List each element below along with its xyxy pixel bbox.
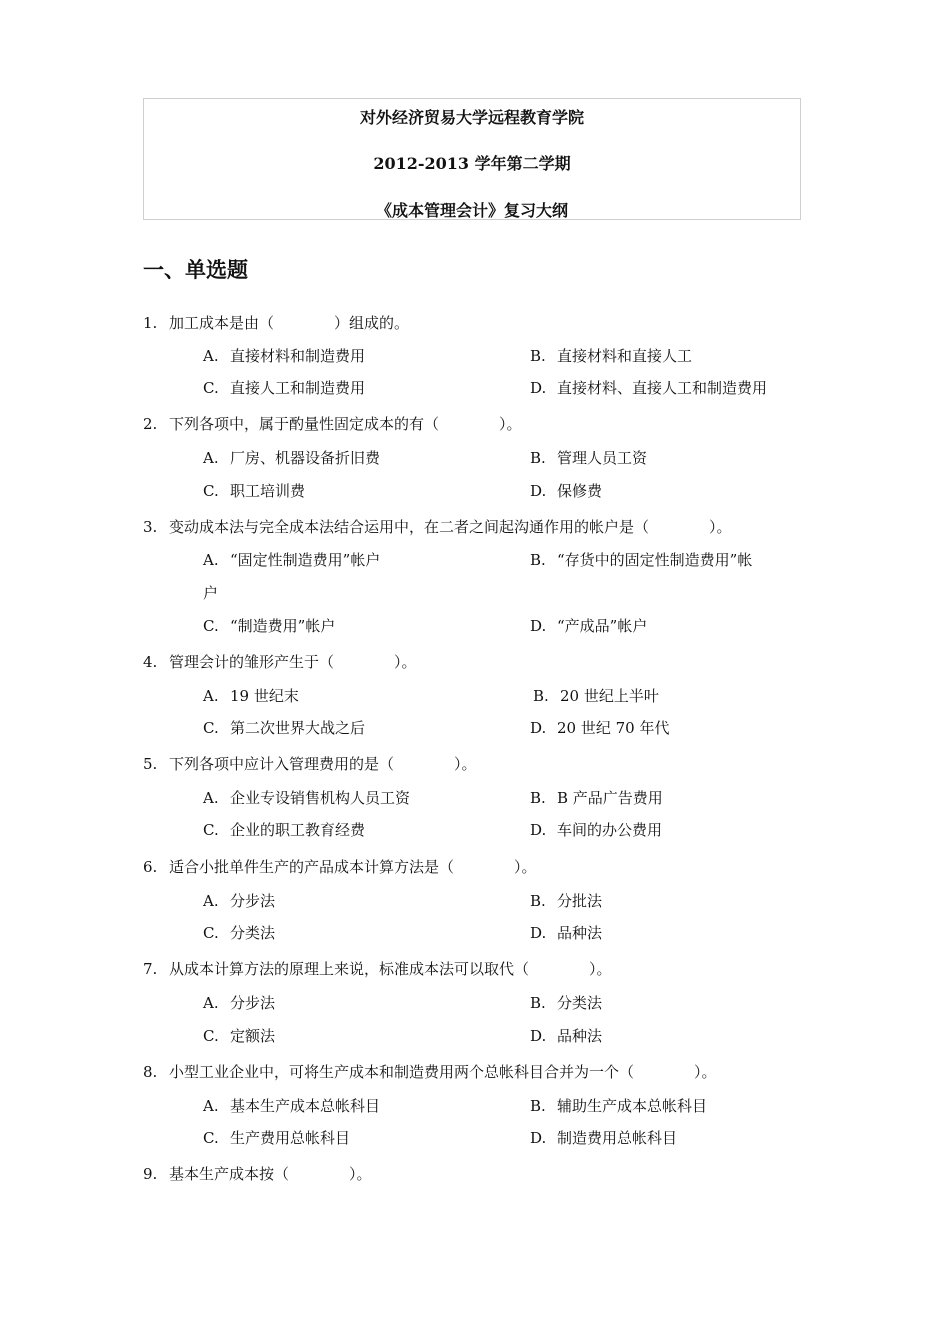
question-text: 适合小批单件生产的产品成本计算方法是（ ）。 [169, 858, 537, 876]
option-b [530, 992, 602, 1013]
option-text: 保修费 [557, 482, 603, 500]
option-text: 分步法 [230, 892, 276, 910]
question-5 [143, 753, 477, 774]
option-c [203, 615, 335, 636]
question-text: 变动成本法与完全成本法结合运用中，在二者之间起沟通作用的帐户是（ ）。 [169, 518, 732, 536]
option-letter: D. [530, 1027, 547, 1045]
question-3 [143, 516, 732, 537]
option-letter: B. [530, 1097, 546, 1115]
option-text: 辅助生产成本总帐科目 [557, 1097, 708, 1115]
option-a [203, 447, 380, 468]
option-letter: A. [203, 892, 219, 910]
option-text: 车间的办公费用 [557, 821, 663, 839]
option-letter: A. [203, 347, 219, 365]
option-letter: B. [533, 687, 549, 705]
option-letter: C. [203, 821, 219, 839]
option-text: 企业的职工教育经费 [230, 821, 366, 839]
option-letter: D. [530, 924, 547, 942]
option-text: 直接材料、直接人工和制造费用 [557, 379, 768, 397]
option-c [203, 819, 365, 840]
section-heading: 一、单选题 [143, 258, 248, 282]
question-number: 4. [143, 653, 158, 671]
option-text: 生产费用总帐科目 [230, 1129, 351, 1147]
option-letter: C. [203, 379, 219, 397]
option-letter: C. [203, 924, 219, 942]
option-c [203, 922, 275, 943]
option-text: 20 世纪 70 年代 [557, 719, 670, 737]
question-9 [143, 1163, 372, 1184]
question-text: 管理会计的雏形产生于（ ）。 [169, 653, 417, 671]
option-text: 分类法 [230, 924, 276, 942]
option-text: 厂房、机器设备折旧费 [230, 449, 381, 467]
option-letter: D. [530, 379, 547, 397]
option-b [533, 685, 659, 706]
option-letter: C. [203, 617, 219, 635]
option-letter: B. [530, 892, 546, 910]
document-title: 《成本管理会计》复习大纲 [375, 201, 568, 220]
option-d [530, 922, 602, 943]
option-letter: A. [203, 789, 219, 807]
option-b [530, 1095, 707, 1116]
question-text: 下列各项中，属于酌量性固定成本的有（ ）。 [169, 415, 522, 433]
question-number: 8. [143, 1063, 158, 1081]
option-letter: C. [203, 482, 219, 500]
option-text: “固定性制造费用”帐户 [230, 551, 381, 569]
option-text: 20 世纪上半叶 [560, 687, 659, 705]
option-letter: A. [203, 687, 219, 705]
option-a [203, 345, 365, 366]
option-c [203, 717, 365, 738]
option-d [530, 615, 647, 636]
option-d [530, 480, 602, 501]
question-number: 6. [143, 858, 158, 876]
question-8 [143, 1061, 717, 1082]
option-letter: A. [203, 449, 219, 467]
question-text: 从成本计算方法的原理上来说，标准成本法可以取代（ ）。 [169, 960, 612, 978]
question-1 [143, 312, 409, 333]
institution-title: 对外经济贸易大学远程教育学院 [359, 108, 584, 127]
option-a [203, 685, 299, 706]
option-text: 基本生产成本总帐科目 [230, 1097, 381, 1115]
option-b [530, 345, 692, 366]
option-a [203, 890, 275, 911]
option-letter: A. [203, 1097, 219, 1115]
option-text: 制造费用总帐科目 [557, 1129, 678, 1147]
question-number: 7. [143, 960, 158, 978]
semester-title: 2012-2013 学年第二学期 [373, 154, 571, 173]
option-letter: D. [530, 617, 547, 635]
question-text: 加工成本是由（ ）组成的。 [169, 314, 410, 332]
option-a [203, 787, 410, 808]
option-letter: C. [203, 719, 219, 737]
option-text: 分步法 [230, 994, 276, 1012]
question-text: 小型工业企业中，可将生产成本和制造费用两个总帐科目合并为一个（ ）。 [169, 1063, 717, 1081]
question-text: 基本生产成本按（ ）。 [169, 1165, 372, 1183]
option-letter: B. [530, 347, 546, 365]
option-b [530, 890, 602, 911]
option-text: “产成品”帐户 [557, 617, 648, 635]
question-number: 9. [143, 1165, 158, 1183]
option-letter: A. [203, 994, 219, 1012]
option-text: “制造费用”帐户 [230, 617, 336, 635]
option-text: 直接材料和制造费用 [230, 347, 366, 365]
option-d [530, 819, 662, 840]
option-c [203, 480, 305, 501]
option-letter: C. [203, 1027, 219, 1045]
question-number: 5. [143, 755, 158, 773]
option-d [530, 1127, 677, 1148]
option-text: 管理人员工资 [557, 449, 648, 467]
option-b [530, 549, 752, 570]
option-d [530, 377, 767, 398]
option-text: 职工培训费 [230, 482, 306, 500]
option-letter: D. [530, 1129, 547, 1147]
option-letter: C. [203, 1129, 219, 1147]
question-number: 2. [143, 415, 158, 433]
option-letter: B. [530, 789, 546, 807]
option-text: B 产品广告费用 [557, 789, 663, 807]
option-letter: D. [530, 821, 547, 839]
option-text: 直接材料和直接人工 [557, 347, 693, 365]
option-letter: D. [530, 719, 547, 737]
option-letter: A. [203, 551, 219, 569]
option-a [203, 1095, 380, 1116]
option-c [203, 377, 365, 398]
option-letter: B. [530, 449, 546, 467]
question-7 [143, 958, 612, 979]
option-d [530, 717, 669, 738]
option-text: 品种法 [557, 924, 603, 942]
option-text: 19 世纪末 [230, 687, 299, 705]
option-c [203, 1127, 350, 1148]
option-text: 企业专设销售机构人员工资 [230, 789, 411, 807]
option-a [203, 549, 380, 570]
question-number: 1. [143, 314, 158, 332]
option-text: “存货中的固定性制造费用”帐 [557, 551, 753, 569]
question-2 [143, 413, 522, 434]
option-c [203, 1025, 275, 1046]
question-text: 下列各项中应计入管理费用的是（ ）。 [169, 755, 477, 773]
option-text: 品种法 [557, 1027, 603, 1045]
option-b [530, 787, 663, 808]
question-6 [143, 856, 537, 877]
option-text: 直接人工和制造费用 [230, 379, 366, 397]
question-number: 3. [143, 518, 158, 536]
option-a [203, 992, 275, 1013]
question-4 [143, 651, 417, 672]
option-letter: B. [530, 551, 546, 569]
header-box [143, 98, 801, 220]
option-d [530, 1025, 602, 1046]
option-text: 第二次世界大战之后 [230, 719, 366, 737]
option-letter: B. [530, 994, 546, 1012]
option-text: 分类法 [557, 994, 603, 1012]
option-letter: D. [530, 482, 547, 500]
option-text: 定额法 [230, 1027, 276, 1045]
option-b-wrap: 户 [203, 584, 219, 602]
option-text: 分批法 [557, 892, 603, 910]
option-b [530, 447, 647, 468]
